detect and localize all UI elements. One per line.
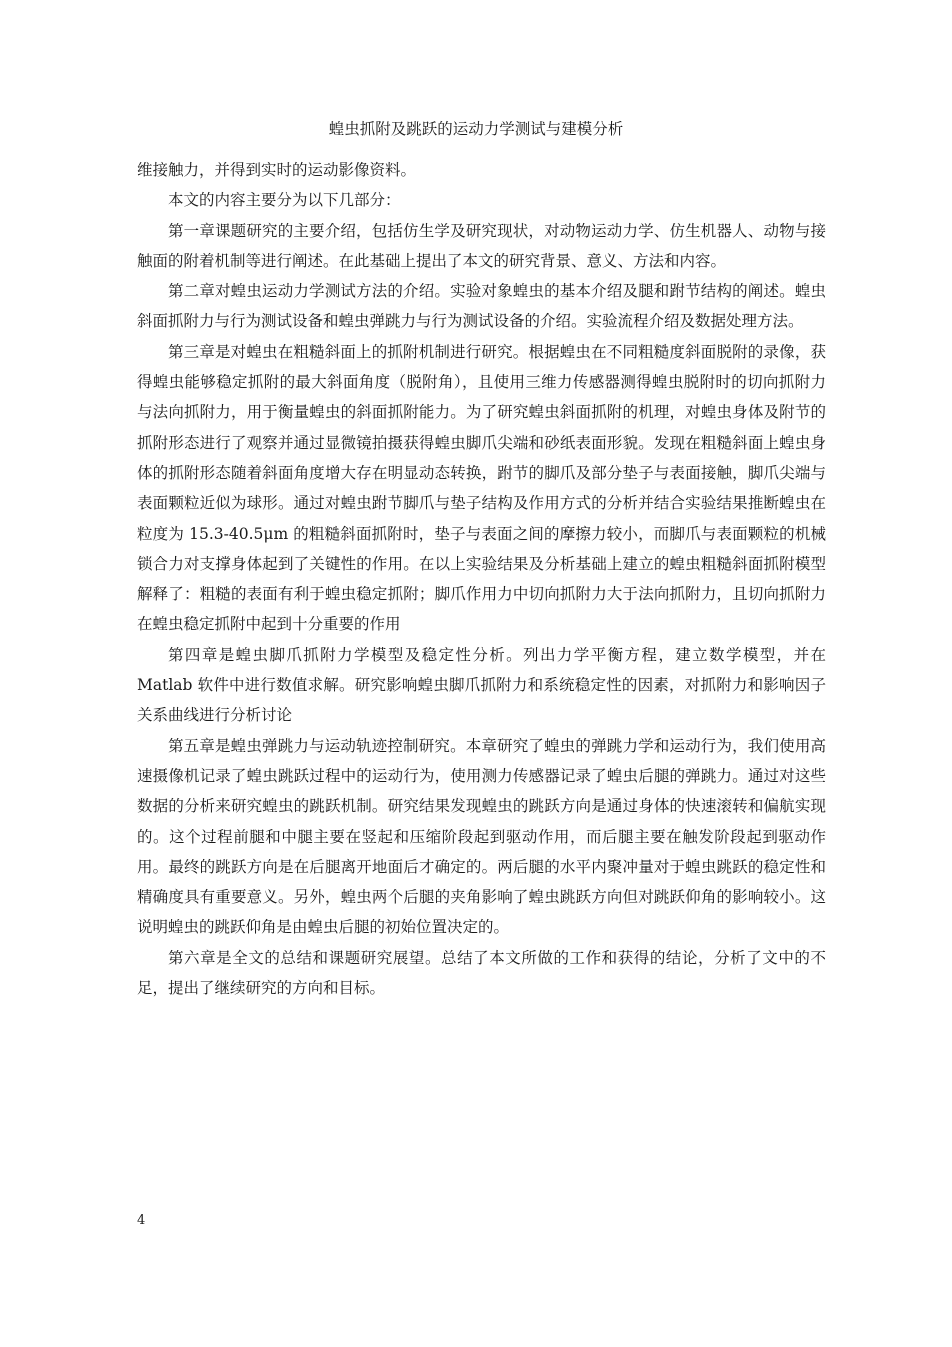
- paragraph-chapter-3: 第三章是对蝗虫在粗糙斜面上的抓附机制进行研究。根据蝗虫在不同粗糙度斜面脱附的录像，获得蝗虫能够稳定抓附的最大斜面角度（脱附角），且使用三维力传感器测得蝗虫脱附时的切向抓附力与法向抓附力，用于衡量蝗虫的斜面抓附能力。为了研究蝗虫斜面抓附的机理，对蝗虫身体及附节的抓附形态进行了观察并通过显微镜拍摄获得蝗虫脚爪尖端和砂纸表面形貌。发现在粗糙斜面上蝗虫身体的抓附形态随着斜面角度增大存在明显动态转换，跗节的脚爪及部分垫子与表面接触，脚爪尖端与表面颗粒近似为球形。通过对蝗虫跗节脚爪与垫子结构及作用方式的分析并结合实验结果推断蝗虫在粒度为 15.3-40.5μm 的粗糙斜面抓附时，垫子与表面之间的摩擦力较小，而脚爪与表面颗粒的机械锁合力对支撑身体起到了关键性的作用。在以上实验结果及分析基础上建立的蝗虫粗糙斜面抓附模型解释了：粗糙的表面有利于蝗虫稳定抓附；脚爪作用力中切向抓附力大于法向抓附力，且切向抓附力在蝗虫稳定抓附中起到十分重要的作用: [137, 342, 826, 634]
- paragraph-continuation: 维接触力，并得到实时的运动影像资料。: [137, 161, 417, 179]
- paragraph-chapter-5: 第五章是蝗虫弹跳力与运动轨迹控制研究。本章研究了蝗虫的弹跳力学和运动行为，我们使用高速摄像机记录了蝗虫跳跃过程中的运动行为，使用测力传感器记录了蝗虫后腿的弹跳力。通过对这些数据的分析来研究蝗虫的跳跃机制。研究结果发现蝗虫的跳跃方向是通过身体的快速滚转和偏航实现的。这个过程前腿和中腿主要在竖起和压缩阶段起到驱动作用，而后腿主要在触发阶段起到驱动作用。最终的跳跃方向是在后腿离开地面后才确定的。两后腿的水平内聚冲量对于蝗虫跳跃的稳定性和精确度具有重要意义。另外，蝗虫两个后腿的夹角影响了蝗虫跳跃方向但对跳跃仰角的影响较小。这说明蝗虫的跳跃仰角是由蝗虫后腿的初始位置决定的。: [137, 736, 826, 937]
- page-number: 4: [137, 1213, 146, 1228]
- paragraph-chapter-6: 第六章是全文的总结和课题研究展望。总结了本文所做的工作和获得的结论，分析了文中的不足，提出了继续研究的方向和目标。: [137, 948, 826, 998]
- paragraph-chapter-2: 第二章对蝗虫运动力学测试方法的介绍。实验对象蝗虫的基本介绍及腿和跗节结构的阐述。蝗虫斜面抓附力与行为测试设备和蝗虫弹跳力与行为测试设备的介绍。实验流程介绍及数据处理方法。: [137, 282, 826, 331]
- running-header: 蝗虫抓附及跳跃的运动力学测试与建模分析: [328, 120, 624, 138]
- body-text: [137, 155, 826, 1003]
- paragraph-intro: 本文的内容主要分为以下几部分：: [168, 191, 401, 210]
- paragraph-chapter-4: 第四章是蝗虫脚爪抓附力学模型及稳定性分析。列出力学平衡方程，建立数学模型，并在 Matlab 软件中进行数值求解。研究影响蝗虫脚爪抓附力和系统稳定性的因素，对抓附力和影响因子关系曲线进行分析讨论: [137, 645, 826, 725]
- paragraph-chapter-1: 第一章课题研究的主要介绍，包括仿生学及研究现状，对动物运动力学、仿生机器人、动物与接触面的附着机制等进行阐述。在此基础上提出了本文的研究背景、意义、方法和内容。: [137, 221, 826, 270]
